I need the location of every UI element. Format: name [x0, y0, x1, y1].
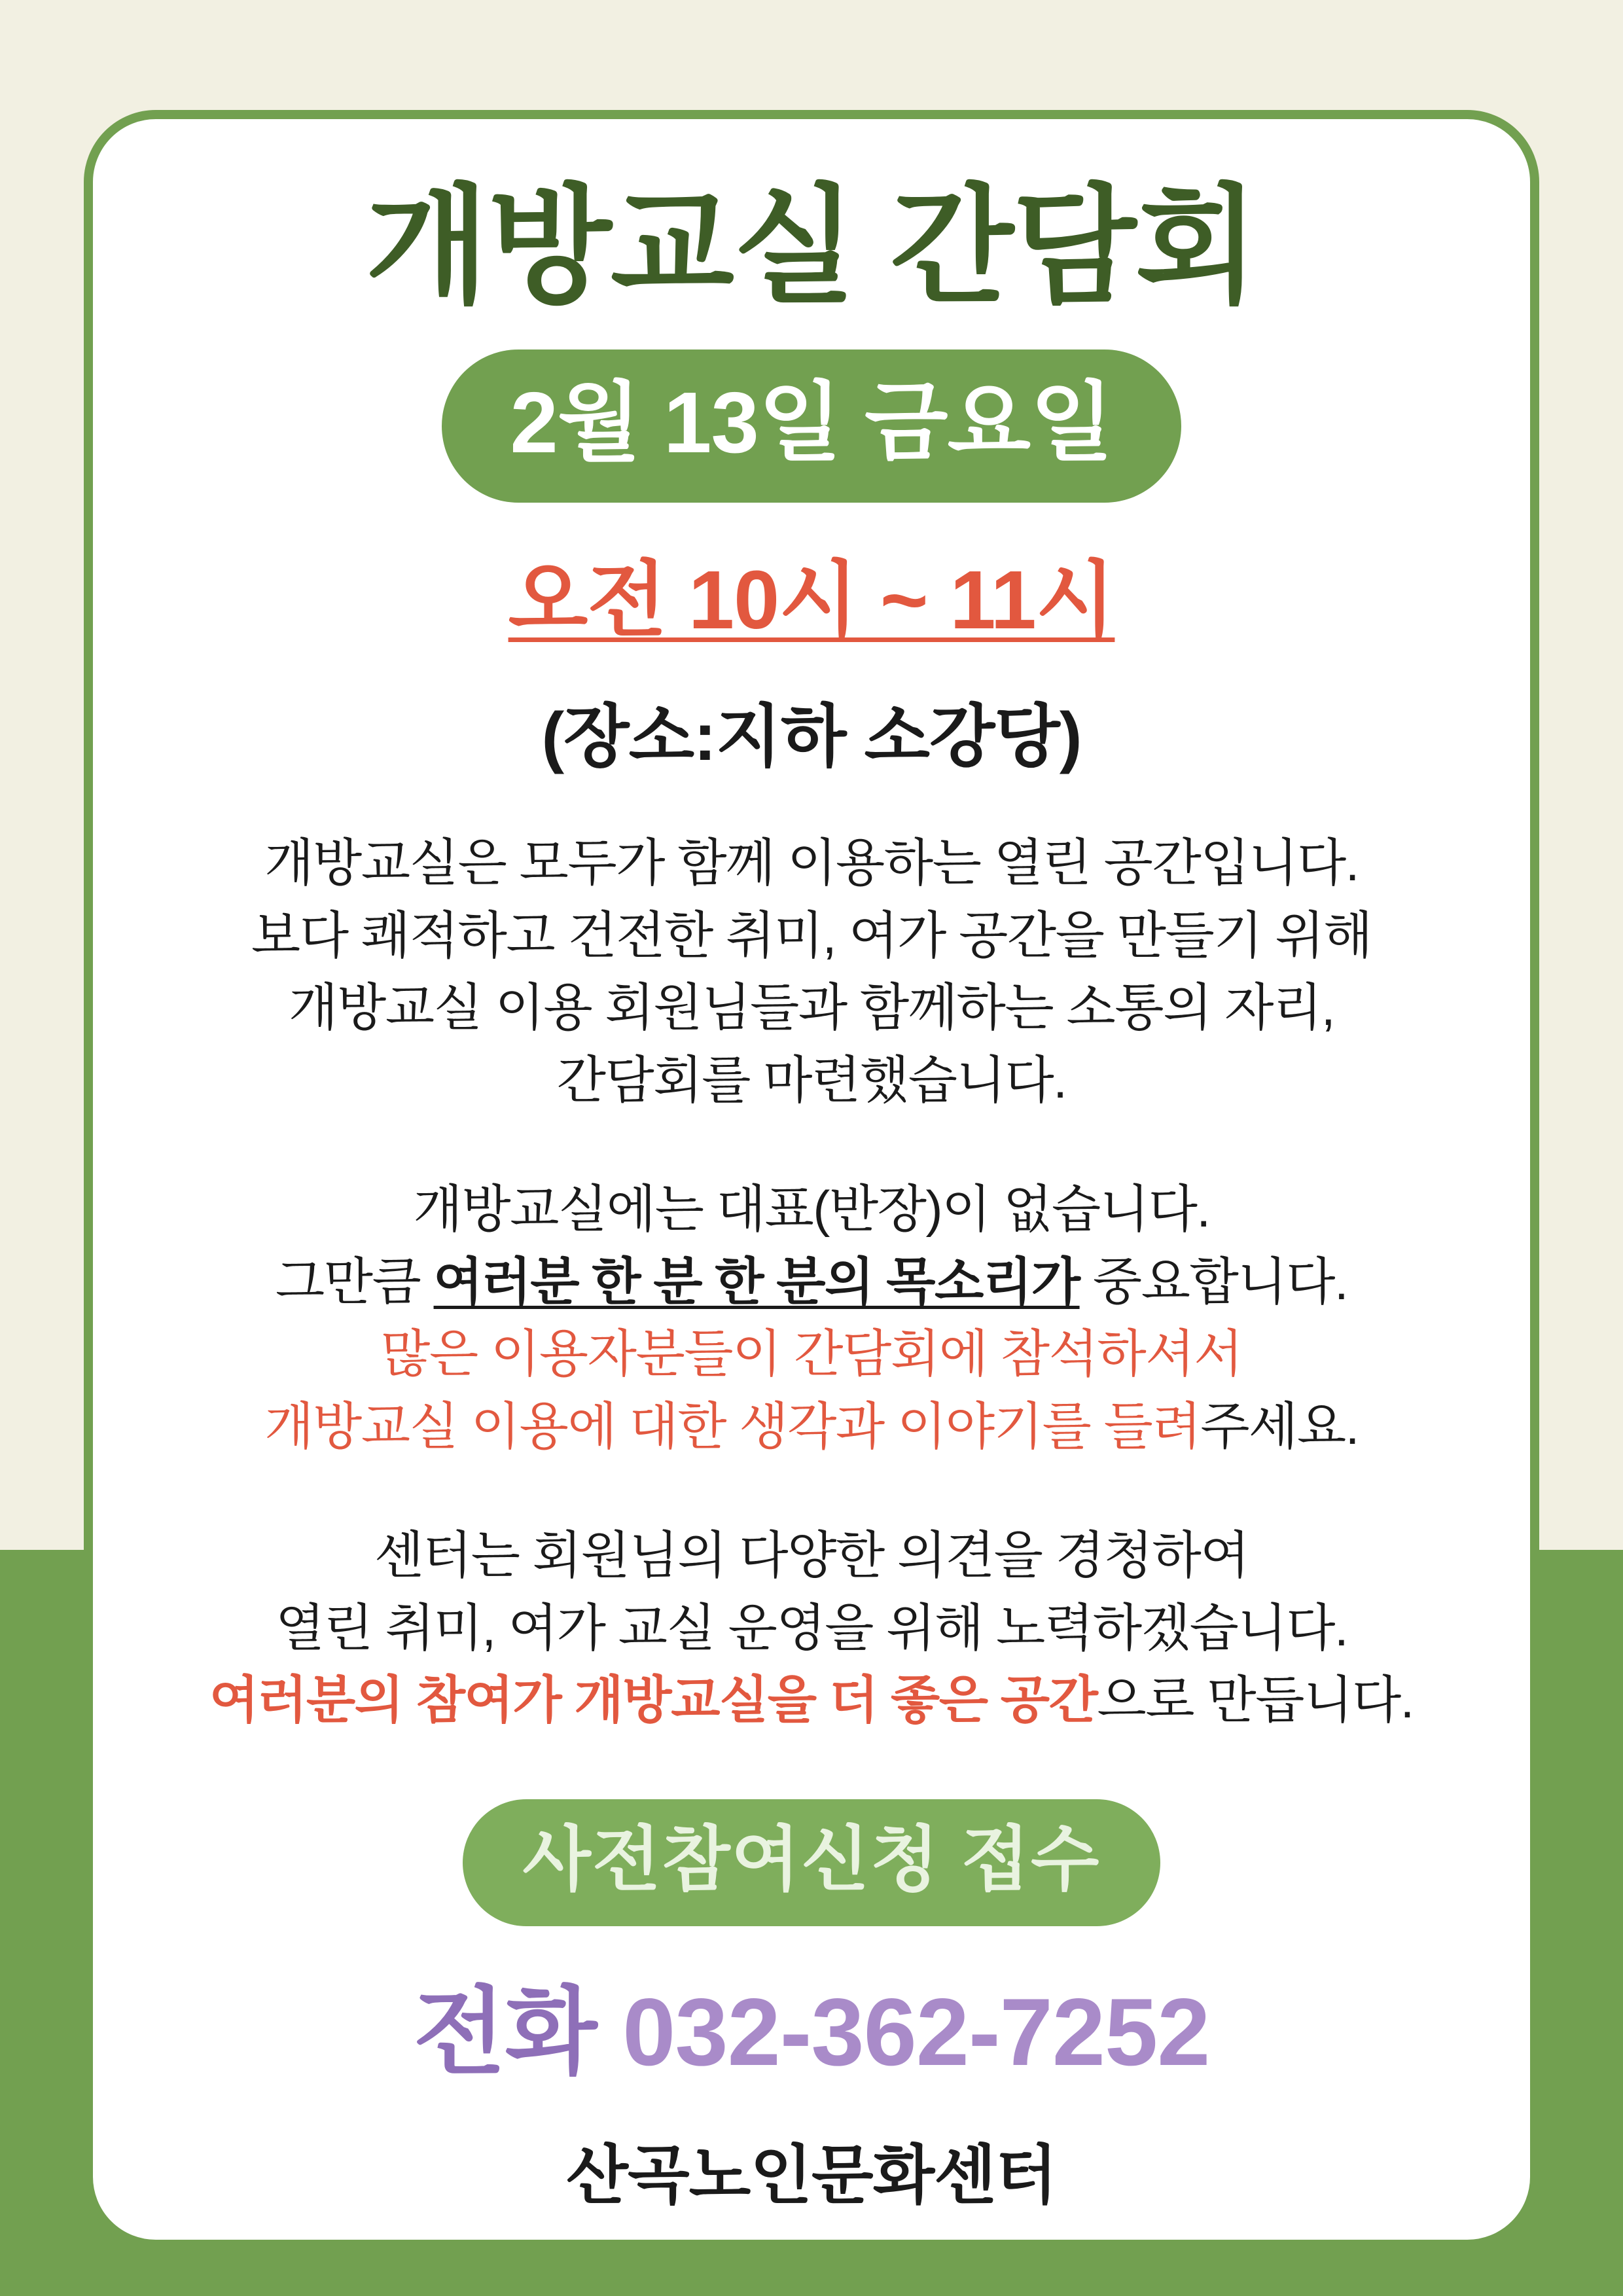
event-date-badge: 2월 13일 금요일 — [442, 350, 1181, 503]
body-paragraph-2 — [139, 1173, 1484, 1463]
paragraph-2-line-4-black: 주세요. — [1200, 1397, 1359, 1456]
phone-number: 032-362-7252 — [622, 1979, 1210, 2086]
paragraph-2-line-4-red: 개방교실 이용에 대한 생각과 이야기를 들려 — [264, 1397, 1201, 1456]
paragraph-spacer-1 — [139, 1117, 1484, 1173]
event-location: (장소:지하 소강당) — [541, 698, 1082, 775]
poster-card — [84, 110, 1539, 2249]
poster-content — [93, 119, 1530, 2216]
paragraph-3-line-3-red: 여러분의 참여가 개방교실을 더 좋은 공간 — [209, 1671, 1097, 1729]
event-time: 오전 10시 ~ 11시 — [508, 553, 1115, 646]
paragraph-3-line-3-black: 으로 만듭니다. — [1097, 1671, 1414, 1729]
paragraph-spacer-2 — [139, 1463, 1484, 1519]
paragraph-2-line-2 — [139, 1246, 1484, 1318]
paragraph-2-line-3: 많은 이용자분들이 간담회에 참석하셔서 — [381, 1325, 1242, 1383]
paragraph-2-line-1: 개방교실에는 대표(반장)이 없습니다. — [413, 1179, 1210, 1238]
paragraph-3-line-1: 센터는 회원님의 다양한 의견을 경청하여 — [374, 1526, 1249, 1584]
pre-registration-badge: 사전참여신청 접수 — [463, 1799, 1161, 1926]
paragraph-1-line-4: 간담회를 마련했습니다. — [556, 1051, 1067, 1109]
phone-label: 전화 — [413, 1979, 623, 2086]
date-pill-container — [139, 350, 1484, 503]
contact-phone — [139, 1955, 1484, 2092]
organization-name: 산곡노인문화센터 — [566, 2139, 1057, 2212]
paragraph-1-line-3: 개방교실 이용 회원님들과 함께하는 소통의 자리, — [289, 978, 1334, 1037]
paragraph-1-line-1: 개방교실은 모두가 함께 이용하는 열린 공간입니다. — [264, 833, 1359, 891]
paragraph-1-line-2: 보다 쾌적하고 건전한 취미, 여가 공간을 만들기 위해 — [251, 906, 1372, 964]
body-paragraph-3 — [139, 1519, 1484, 1736]
paragraph-3-line-3 — [139, 1664, 1484, 1736]
body-paragraph-1 — [139, 827, 1484, 1117]
page-title: 개방교실 간담회 — [365, 175, 1258, 318]
paragraph-2-suffix: 중요합니다. — [1079, 1252, 1348, 1310]
paragraph-2-emphasis: 여러분 한 분 한 분의 목소리가 — [433, 1252, 1080, 1310]
apply-pill-container — [139, 1799, 1484, 1926]
paragraph-2-prefix: 그만큼 — [275, 1252, 434, 1310]
paragraph-3-line-2: 열린 취미, 여가 교실 운영을 위해 노력하겠습니다. — [275, 1598, 1348, 1657]
paragraph-2-line-4 — [139, 1390, 1484, 1463]
